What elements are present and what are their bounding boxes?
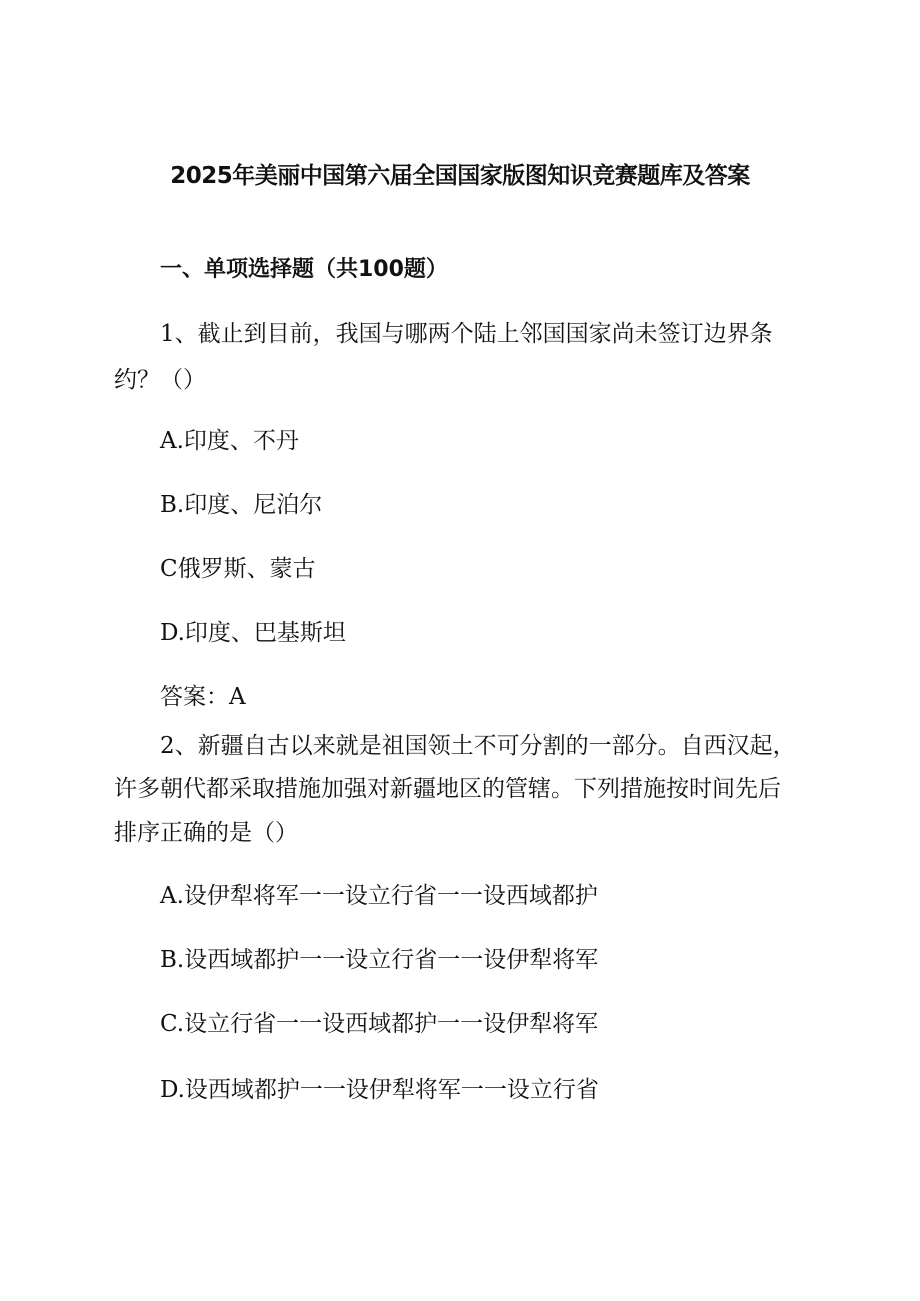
question-2-text-line-1: 2、新疆自古以来就是祖国领土不可分割的一部分。自西汉起， xyxy=(160,733,796,759)
question-1-option-c: C俄罗斯、蒙古 xyxy=(160,556,316,582)
question-1-option-d: D.印度、巴基斯坦 xyxy=(160,620,346,646)
question-1-text-line-2: 约？（） xyxy=(114,367,206,393)
document-title: 2025年美丽中国第六届全国国家版图知识竞赛题库及答案 xyxy=(170,163,750,189)
section-heading: 一、单项选择题（共100题） xyxy=(160,257,448,282)
question-1-answer: 答案：A xyxy=(160,684,246,710)
question-2-text-line-3: 排序正确的是（） xyxy=(114,820,298,846)
question-1-option-b: B.印度、尼泊尔 xyxy=(160,492,323,518)
question-2-option-c: C.设立行省一一设西域都护一一设伊犁将军 xyxy=(160,1011,599,1037)
question-2-option-a: A.设伊犁将军一一设立行省一一设西域都护 xyxy=(160,883,598,909)
question-1-option-a: A.印度、不丹 xyxy=(160,428,299,454)
question-1-text-line-1: 1、截止到目前，我国与哪两个陆上邻国国家尚未签订边界条 xyxy=(160,321,773,347)
question-2-text-line-2: 许多朝代都采取措施加强对新疆地区的管辖。下列措施按时间先后 xyxy=(114,776,781,802)
question-2-option-d: D.设西域都护一一设伊犁将军一一设立行省 xyxy=(160,1077,599,1103)
question-2-option-b: B.设西域都护一一设立行省一一设伊犁将军 xyxy=(160,947,599,973)
